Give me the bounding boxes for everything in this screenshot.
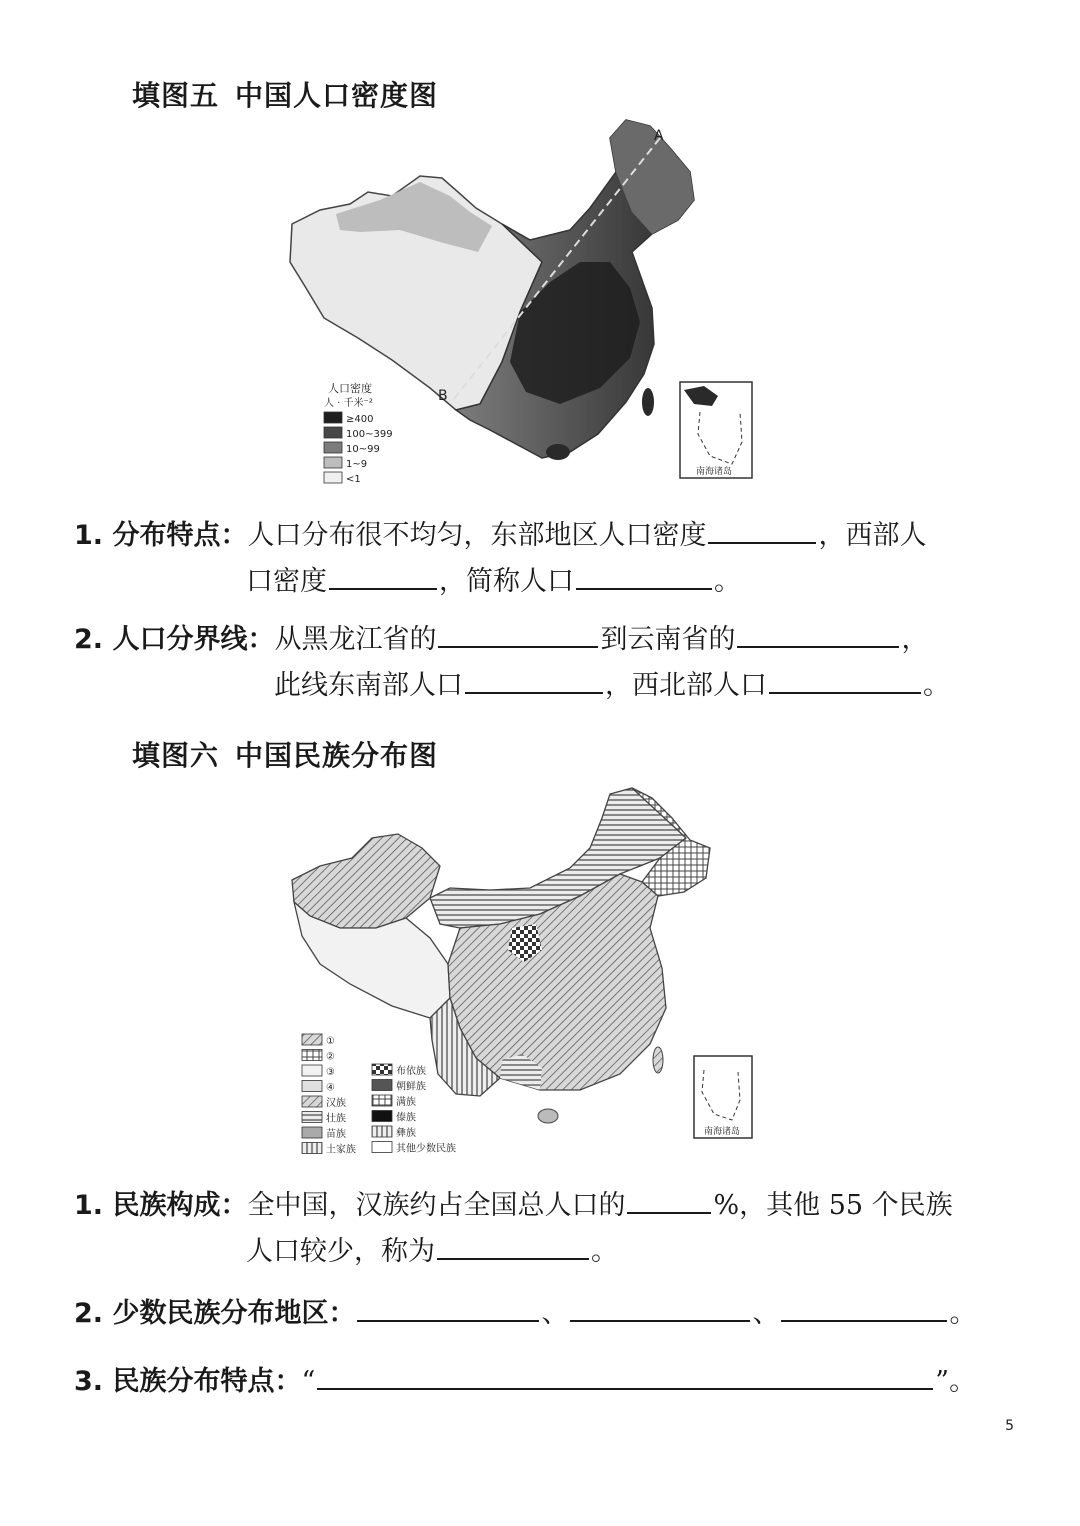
population-summary-blank[interactable] xyxy=(576,562,712,590)
inset-label: 南海诸岛 xyxy=(696,467,733,477)
legend-label: 苗族 xyxy=(326,1129,346,1140)
section6-q3-close-quote: ”。 xyxy=(935,1366,977,1397)
yunnan-place-blank[interactable] xyxy=(737,620,899,648)
hainan-island xyxy=(538,1109,558,1123)
taiwan-island xyxy=(642,388,654,416)
section6-q2-sep2: 、 xyxy=(752,1298,780,1329)
inset-label: 南海诸岛 xyxy=(704,1127,741,1137)
section5-title-number: 填图五 xyxy=(132,79,220,112)
ethnic-distribution-map-svg xyxy=(280,778,760,1168)
section5-q2-text1: 从黑龙江省的 xyxy=(274,624,437,655)
legend-label: 土家族 xyxy=(326,1144,356,1156)
legend-swatch xyxy=(372,1111,392,1122)
section5-q1-text5: 。 xyxy=(714,566,741,597)
south-china-sea-inset xyxy=(694,1056,752,1138)
section5-q1-text4: ，简称人口 xyxy=(439,566,574,597)
section5-q2-text6: 。 xyxy=(923,670,950,701)
legend-swatch xyxy=(372,1064,392,1075)
density-legend xyxy=(324,412,393,485)
legend-swatch xyxy=(324,442,342,453)
legend-unit: 人 · 千米⁻² xyxy=(324,398,373,409)
legend-swatch xyxy=(302,1065,322,1076)
legend-label: ② xyxy=(326,1051,335,1063)
legend-swatch xyxy=(302,1096,322,1107)
section5-title-text: 中国人口密度图 xyxy=(235,79,439,112)
page-number: 5 xyxy=(1005,1418,1014,1434)
section6-q1-text4: 。 xyxy=(591,1236,618,1267)
label-a: A xyxy=(654,128,664,144)
population-density-map-svg xyxy=(280,112,760,492)
section6-q2-label: 2. 少数民族分布地区： xyxy=(74,1298,356,1329)
section6-title xyxy=(132,734,438,774)
section6-q2-end: 。 xyxy=(949,1298,977,1329)
legend-label: 朝鲜族 xyxy=(396,1081,426,1093)
section5-q2-line1 xyxy=(74,620,928,658)
legend-label: 彝族 xyxy=(396,1128,416,1139)
legend-title: 人口密度 xyxy=(328,382,372,395)
section5-q2-text5: ，西北部人口 xyxy=(605,670,767,701)
section5-q2-text3: ， xyxy=(901,624,929,655)
legend-swatch xyxy=(324,427,342,438)
legend-swatch xyxy=(324,472,342,483)
section6-q2-sep1: 、 xyxy=(541,1298,569,1329)
label-b: B xyxy=(438,388,448,404)
legend-label: 傣族 xyxy=(396,1112,416,1124)
ethnic-legend-left xyxy=(302,1034,356,1156)
legend-label: 其他少数民族 xyxy=(396,1143,456,1155)
hainan-island xyxy=(546,444,570,460)
legend-label: 汉族 xyxy=(326,1098,346,1109)
taiwan-island xyxy=(653,1047,663,1073)
legend-swatch xyxy=(302,1112,322,1123)
legend-swatch xyxy=(372,1095,392,1106)
legend-label: 壮族 xyxy=(326,1113,346,1125)
section5-q1-text1: 人口分布很不均匀，东部地区人口密度 xyxy=(247,520,707,551)
southeast-population-blank[interactable] xyxy=(465,666,603,694)
legend-swatch xyxy=(324,457,342,468)
legend-label: 布依族 xyxy=(396,1066,426,1077)
legend-label: ③ xyxy=(326,1067,335,1078)
section6-title-text: 中国民族分布图 xyxy=(235,739,439,772)
section5-q1-text3: 口密度 xyxy=(246,566,327,597)
distribution-feature-blank[interactable] xyxy=(317,1362,933,1390)
legend-swatch xyxy=(372,1126,392,1137)
section6-q1-text3: 人口较少，称为 xyxy=(246,1236,435,1267)
section6-title-number: 填图六 xyxy=(132,739,220,772)
section5-q1-line2 xyxy=(246,562,741,600)
section5-q1-label: 1. 分布特点： xyxy=(74,520,248,551)
section6-q1-line1 xyxy=(74,1186,953,1224)
han-percent-blank[interactable] xyxy=(627,1186,711,1214)
legend-swatch xyxy=(302,1127,322,1138)
legend-swatch xyxy=(324,412,342,423)
section5-q2-text4: 此线东南部人口 xyxy=(274,670,463,701)
section6-q2-line xyxy=(74,1294,976,1332)
section6-q1-text1: 全中国，汉族约占全国总人口的 xyxy=(247,1190,626,1221)
minority-region-blank-2[interactable] xyxy=(570,1294,750,1322)
section5-q2-text2: 到云南省的 xyxy=(600,624,736,655)
northwest-population-blank[interactable] xyxy=(769,666,921,694)
section5-q2-label: 2. 人口分界线： xyxy=(74,624,275,655)
ethnic-distribution-map xyxy=(280,778,760,1168)
legend-label: 100~399 xyxy=(346,429,393,440)
legend-label: ≥400 xyxy=(346,414,374,425)
region-northwest xyxy=(292,834,440,928)
section5-q2-line2 xyxy=(274,666,950,704)
population-density-map xyxy=(280,112,760,492)
legend-label: 10~99 xyxy=(346,444,380,455)
east-density-blank[interactable] xyxy=(708,516,816,544)
legend-swatch xyxy=(302,1081,322,1092)
legend-swatch xyxy=(302,1143,322,1154)
section6-q1-line2 xyxy=(246,1232,618,1270)
legend-label: ① xyxy=(326,1036,335,1047)
section6-q3-line xyxy=(74,1362,976,1400)
minority-region-blank-1[interactable] xyxy=(357,1294,539,1322)
section5-title xyxy=(132,74,438,114)
legend-swatch xyxy=(302,1034,322,1045)
section6-q3-label: 3. 民族分布特点： xyxy=(74,1366,302,1397)
legend-label: 满族 xyxy=(396,1097,416,1108)
legend-label: ④ xyxy=(326,1082,335,1094)
west-density-blank[interactable] xyxy=(329,562,437,590)
legend-swatch xyxy=(372,1142,392,1153)
legend-swatch xyxy=(302,1050,322,1061)
minority-term-blank[interactable] xyxy=(437,1232,589,1260)
section6-q1-label: 1. 民族构成： xyxy=(74,1190,248,1221)
section5-q1-line1 xyxy=(74,516,926,554)
heilongjiang-place-blank[interactable] xyxy=(438,620,598,648)
section6-q1-text2: %，其他 55 个民族 xyxy=(713,1190,953,1221)
section5-q1-text2: ，西部人 xyxy=(818,520,927,551)
legend-swatch xyxy=(372,1080,392,1091)
minority-region-blank-3[interactable] xyxy=(781,1294,947,1322)
legend-label: <1 xyxy=(346,474,361,485)
section6-q3-open-quote: “ xyxy=(301,1366,316,1397)
legend-label: 1~9 xyxy=(346,459,368,470)
